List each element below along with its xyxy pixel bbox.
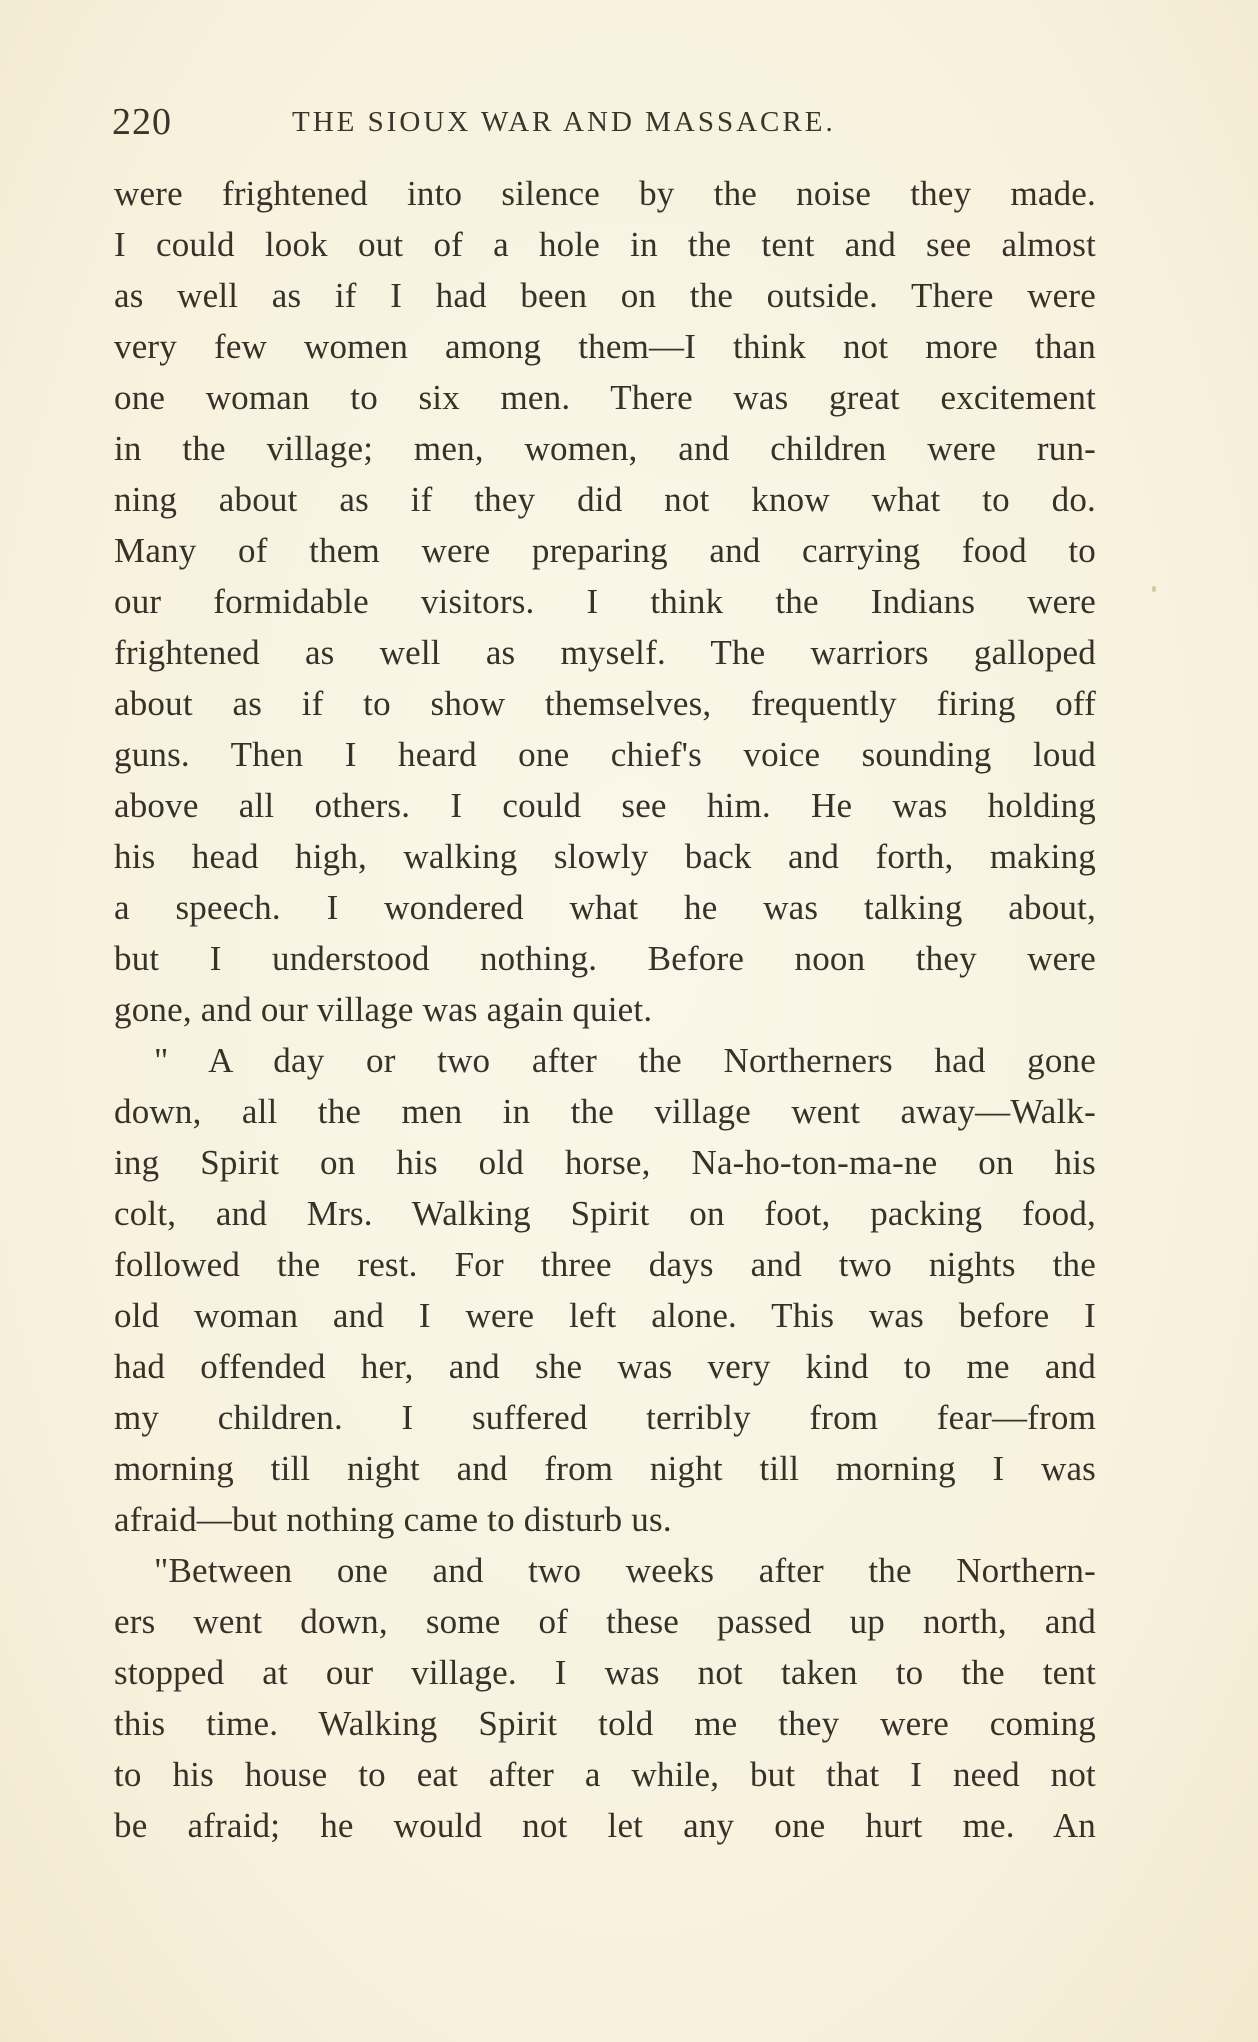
text-line: one woman to six men. There was great excitement (114, 378, 1096, 417)
text-line: very few women among them—I think not more than (114, 327, 1096, 366)
page-number: 220 (112, 101, 172, 143)
text-line: as well as if I had been on the outside. There were (114, 276, 1096, 315)
text-line: followed the rest. For three days and two nights the (114, 1245, 1096, 1284)
text-line: " A day or two after the Northerners had gone (154, 1041, 1096, 1080)
body-text (114, 168, 1096, 1851)
text-line: above all others. I could see him. He was holding (114, 786, 1096, 825)
paper-speck (1152, 586, 1156, 592)
text-line: frightened as well as myself. The warriors galloped (114, 633, 1096, 672)
text-line: morning till night and from night till morning I was (114, 1449, 1096, 1488)
text-line: my children. I suffered terribly from fear—from (114, 1398, 1096, 1437)
text-line: had offended her, and she was very kind to me and (114, 1347, 1096, 1386)
page-header (112, 100, 1092, 150)
text-line: be afraid; he would not let any one hurt me. An (114, 1806, 1096, 1845)
running-head: THE SIOUX WAR AND MASSACRE. (292, 106, 836, 138)
text-line: stopped at our village. I was not taken to the tent (114, 1653, 1096, 1692)
text-line: Many of them were preparing and carrying food to (114, 531, 1096, 570)
text-line: "Between one and two weeks after the Northern- (154, 1551, 1096, 1590)
text-line: a speech. I wondered what he was talking about, (114, 888, 1096, 927)
text-line: about as if to show themselves, frequently firing off (114, 684, 1096, 723)
text-line: this time. Walking Spirit told me they were coming (114, 1704, 1096, 1743)
text-line: ers went down, some of these passed up north, and (114, 1602, 1096, 1641)
text-line: our formidable visitors. I think the Indians were (114, 582, 1096, 621)
text-line: were frightened into silence by the noise they made. (114, 174, 1096, 213)
text-line: down, all the men in the village went away—Walk- (114, 1092, 1096, 1131)
text-line: gone, and our village was again quiet. (114, 990, 653, 1029)
text-line: but I understood nothing. Before noon they were (114, 939, 1096, 978)
text-line: his head high, walking slowly back and forth, making (114, 837, 1096, 876)
text-line: I could look out of a hole in the tent and see almost (114, 225, 1096, 264)
text-line: in the village; men, women, and children were run- (114, 429, 1096, 468)
text-line: ning about as if they did not know what to do. (114, 480, 1096, 519)
text-line: old woman and I were left alone. This was before I (114, 1296, 1096, 1335)
text-line: afraid—but nothing came to disturb us. (114, 1500, 672, 1539)
text-line: colt, and Mrs. Walking Spirit on foot, packing food, (114, 1194, 1096, 1233)
text-line: to his house to eat after a while, but that I need not (114, 1755, 1096, 1794)
text-line: guns. Then I heard one chief's voice sounding loud (114, 735, 1096, 774)
text-line: ing Spirit on his old horse, Na-ho-ton-ma-ne on his (114, 1143, 1096, 1182)
